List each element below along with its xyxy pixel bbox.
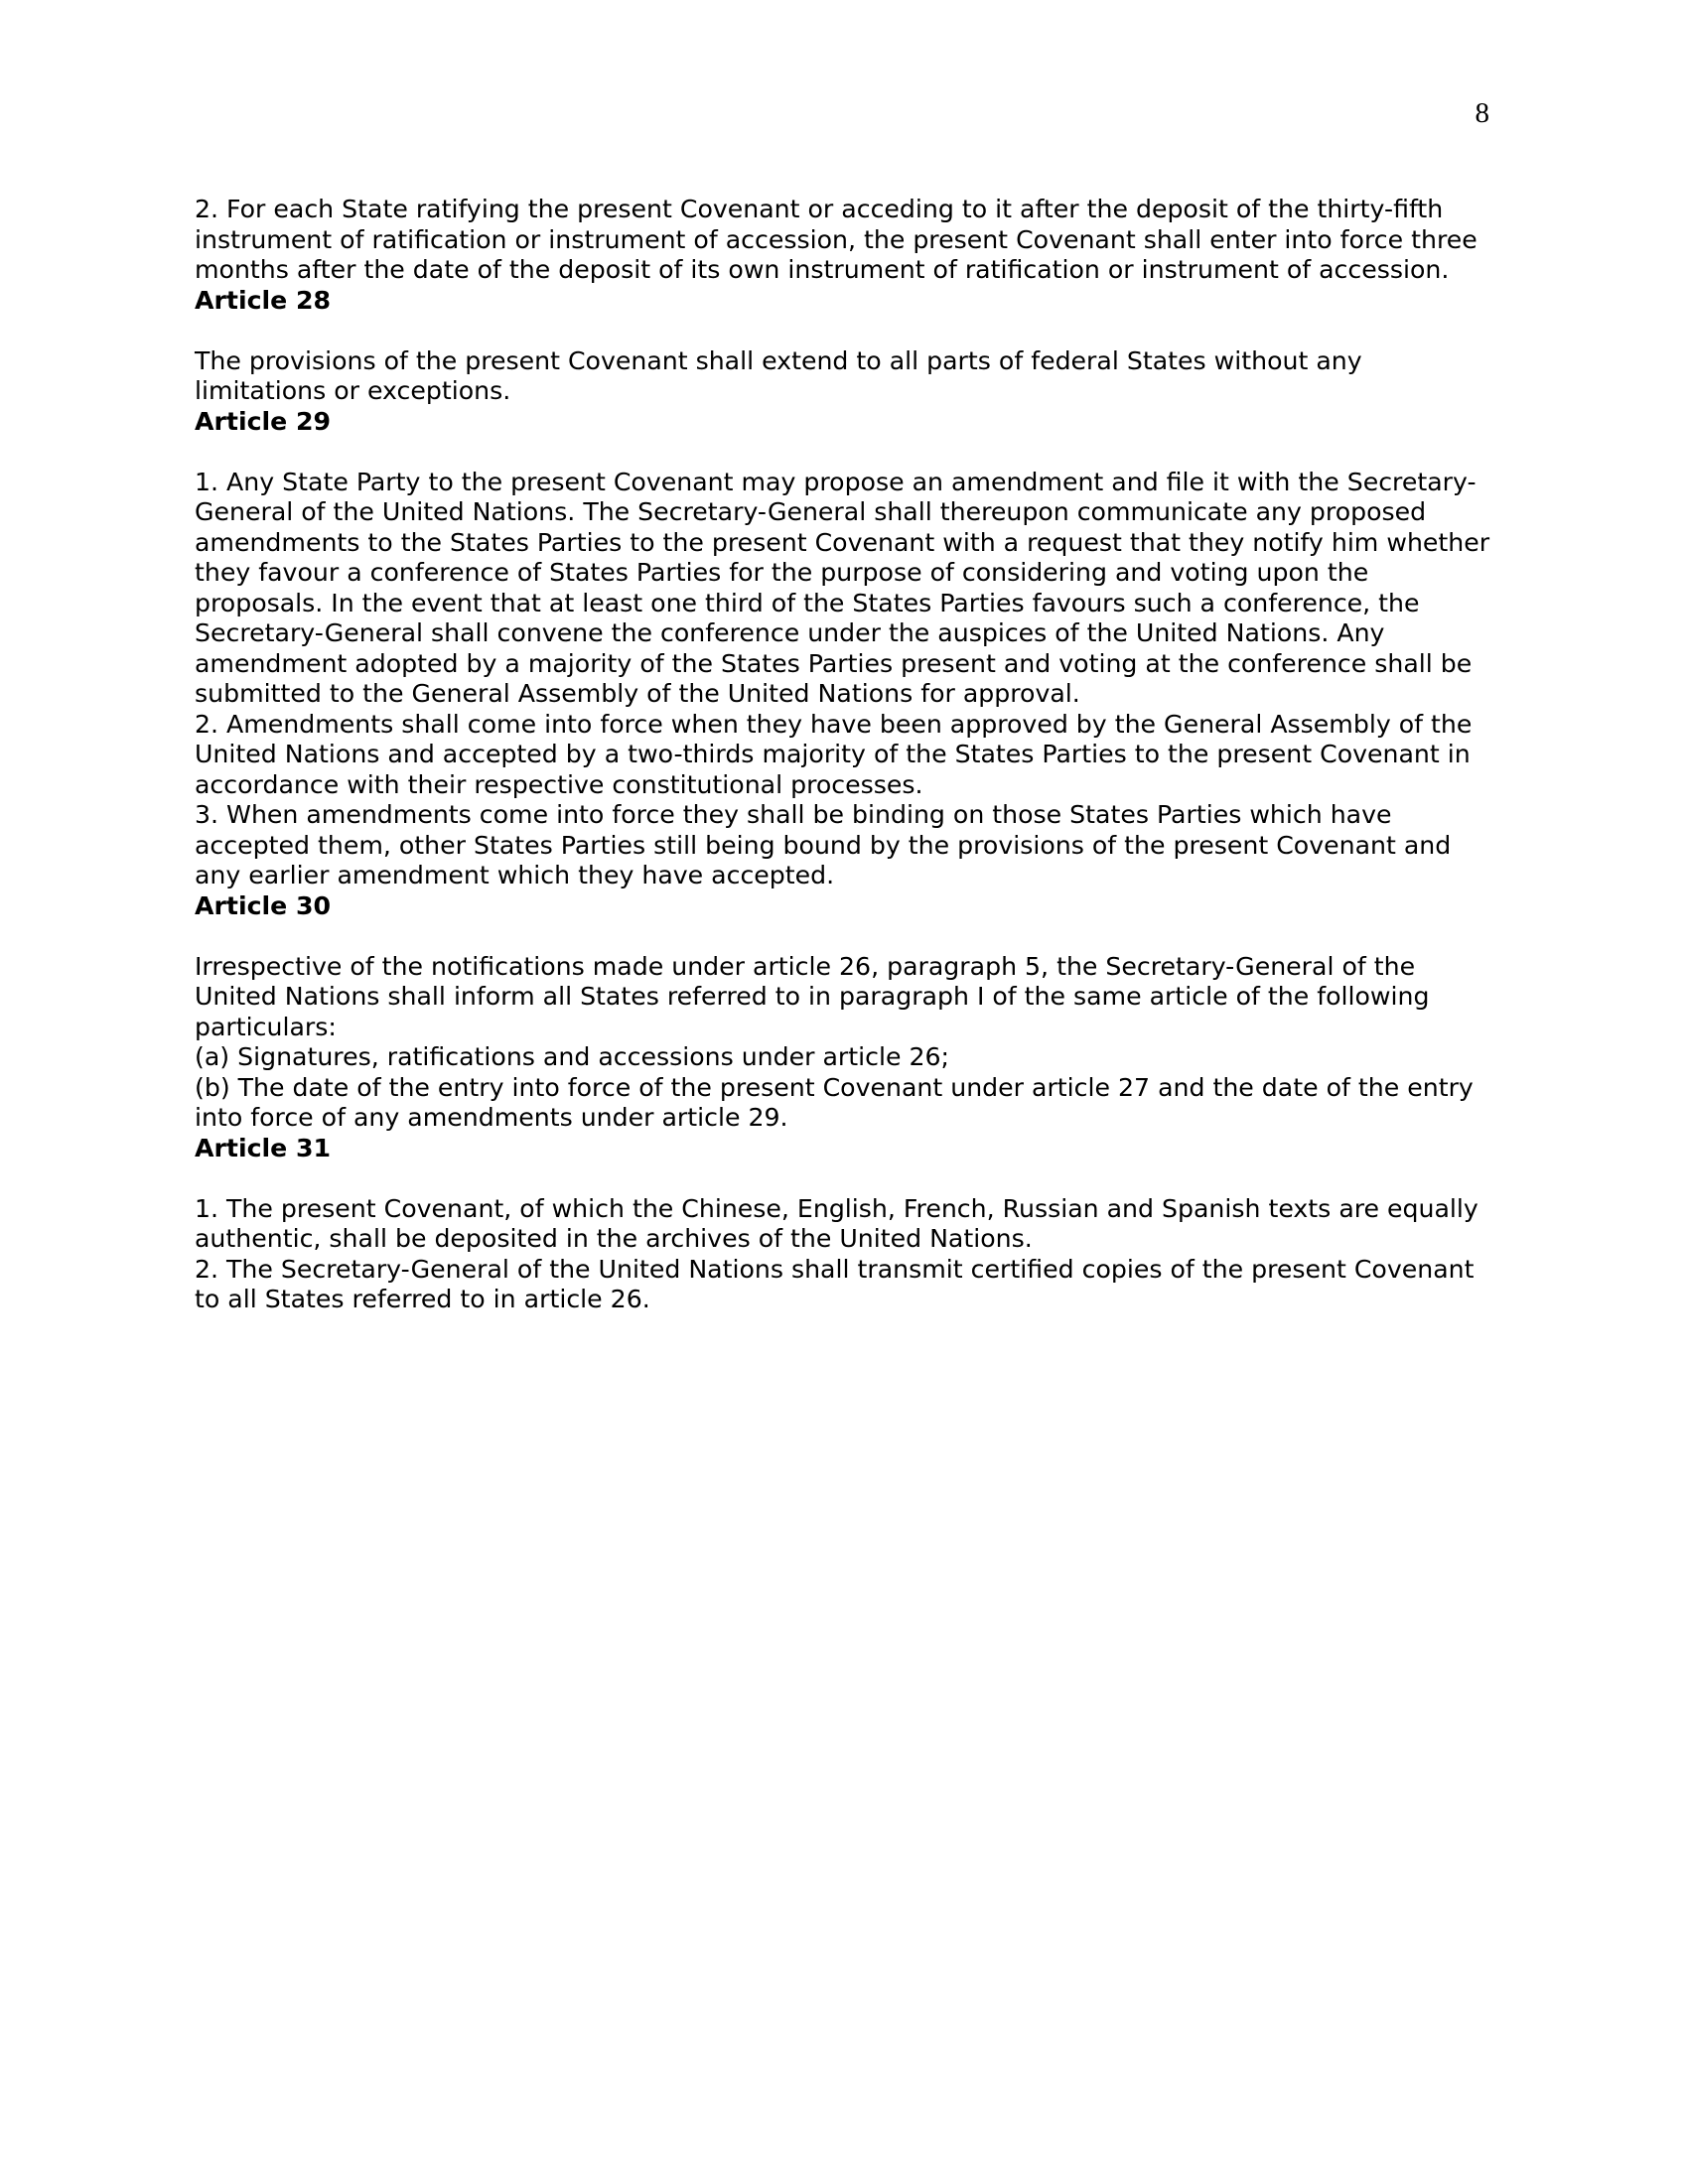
paragraph <box>195 1194 1495 1255</box>
text-line: 3. When amendments come into force they shall be binding on those States Parties which have <box>195 800 1392 829</box>
article-heading: Article 30 <box>195 890 332 920</box>
paragraph <box>195 195 1495 286</box>
article-heading: Article 29 <box>195 406 332 436</box>
article-heading: Article 31 <box>195 1133 332 1162</box>
paragraph <box>195 346 1495 407</box>
text-line: particulars: <box>195 1012 337 1041</box>
paragraph <box>195 710 1495 801</box>
text-line: Secretary-General shall convene the conference under the auspices of the United Nations. Any <box>195 618 1385 647</box>
paragraph <box>195 800 1495 891</box>
text-line: accepted them, other States Parties still being bound by the provisions of the present Covenant and <box>195 830 1452 860</box>
text-line: amendment adopted by a majority of the States Parties present and voting at the conference shall be <box>195 648 1473 678</box>
text-line: 2. Amendments shall come into force when they have been approved by the General Assembly of the <box>195 709 1473 739</box>
text-line: 1. Any State Party to the present Covenant may propose an amendment and file it with the Secretary- <box>195 467 1477 496</box>
document-body <box>195 195 1495 1315</box>
text-line: any earlier amendment which they have accepted. <box>195 861 835 889</box>
page-number: 8 <box>1475 97 1489 129</box>
article-heading: Article 28 <box>195 285 332 315</box>
text-line: accordance with their respective constitutional processes. <box>195 769 923 799</box>
text-line: submitted to the General Assembly of the United Nations for approval. <box>195 679 1080 708</box>
text-line: 1. The present Covenant, of which the Chinese, English, French, Russian and Spanish texts are equally <box>195 1193 1478 1223</box>
text-line: limitations or exceptions. <box>195 376 511 405</box>
text-line: 2. The Secretary-General of the United Nations shall transmit certified copies of the present Covenant <box>195 1254 1475 1284</box>
text-line: 2. For each State ratifying the present Covenant or acceding to it after the deposit of the thirty-fifth <box>195 195 1444 223</box>
text-line: proposals. In the event that at least one third of the States Parties favours such a conference, the <box>195 588 1420 617</box>
text-line: into force of any amendments under article 29. <box>195 1103 788 1132</box>
text-line: United Nations shall inform all States referred to in paragraph I of the same article of the following <box>195 982 1430 1011</box>
text-line: The provisions of the present Covenant shall extend to all parts of federal States without any <box>195 345 1362 375</box>
text-line: (a) Signatures, ratifications and accessions under article 26; <box>195 1042 950 1071</box>
text-line: amendments to the States Parties to the present Covenant with a request that they notify him whether <box>195 527 1490 557</box>
paragraph <box>195 1042 1495 1073</box>
text-line: to all States referred to in article 26. <box>195 1285 650 1313</box>
paragraph <box>195 468 1495 710</box>
paragraph <box>195 952 1495 1043</box>
text-line: (b) The date of the entry into force of the present Covenant under article 27 and the date of the entry <box>195 1072 1474 1102</box>
text-line: Irrespective of the notifications made under article 26, paragraph 5, the Secretary-General of the <box>195 951 1416 981</box>
text-line: United Nations and accepted by a two-thirds majority of the States Parties to the present Covenant in <box>195 740 1471 768</box>
text-line: General of the United Nations. The Secretary-General shall thereupon communicate any proposed <box>195 497 1427 526</box>
text-line: authentic, shall be deposited in the archives of the United Nations. <box>195 1224 1033 1253</box>
text-line: months after the date of the deposit of its own instrument of ratification or instrument of accession. <box>195 255 1450 284</box>
paragraph <box>195 1073 1495 1134</box>
text-line: they favour a conference of States Parties for the purpose of considering and voting upon the <box>195 558 1369 587</box>
text-line: instrument of ratification or instrument of accession, the present Covenant shall enter into force three <box>195 224 1477 254</box>
paragraph <box>195 1255 1495 1315</box>
